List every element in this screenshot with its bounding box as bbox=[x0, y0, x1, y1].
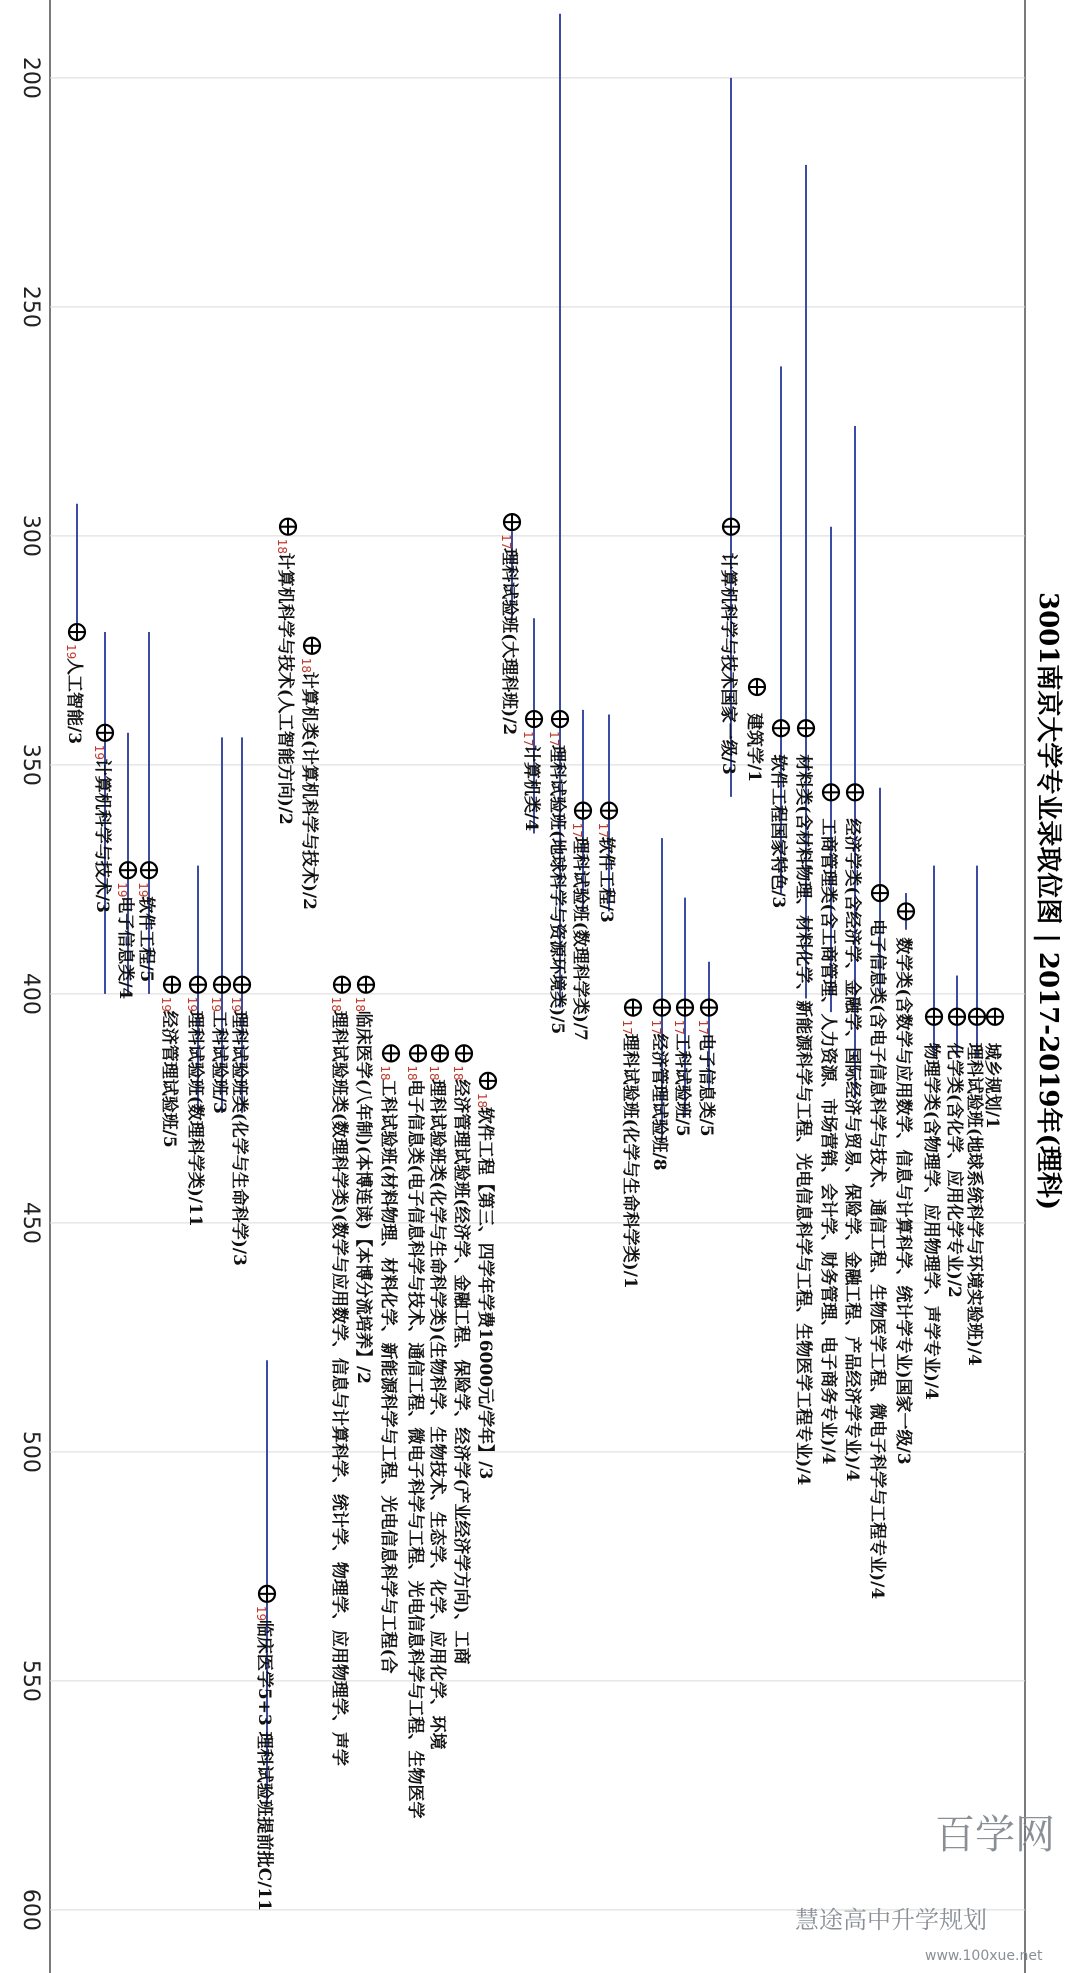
major-label: 化学类(含化学、应用化学专业)/2 bbox=[944, 1042, 964, 1298]
rank-entry bbox=[768, 366, 789, 908]
year-label: 18 bbox=[353, 996, 367, 1012]
year-label: 19 bbox=[209, 996, 223, 1012]
tick-label: 600 bbox=[18, 1888, 43, 1931]
year-label: 19 bbox=[229, 996, 243, 1012]
rank-entry bbox=[718, 78, 739, 797]
year-label: 19 bbox=[159, 996, 173, 1012]
watermark-subtitle: 慧途高中升学规划 bbox=[795, 1906, 987, 1934]
major-label: 计算机类/4 bbox=[521, 745, 541, 832]
rank-entry bbox=[842, 426, 863, 1482]
rank-entry bbox=[136, 632, 157, 994]
rank-entry bbox=[275, 519, 296, 825]
year-label: 18 bbox=[378, 1065, 392, 1081]
major-label: 工商管理类(含工商管理、人力资源、市场营销、会计学、财务管理、电子商务专业)/4 bbox=[818, 818, 838, 1465]
rank-entry bbox=[209, 737, 230, 1113]
major-label: 工科试验班/3 bbox=[209, 1010, 229, 1114]
major-label: 理科试验班(大理科班)/2 bbox=[499, 548, 519, 736]
watermark-brand: 百学网 bbox=[935, 1812, 1055, 1858]
major-label: 城乡规划/1 bbox=[982, 1042, 1002, 1129]
rank-entry bbox=[353, 977, 374, 1384]
rank-entry bbox=[793, 165, 814, 1486]
major-label: 材料类(含材料物理、材料化学、新能源科学与工程、光电信息科学与工程、生物医学工程专业)/4 bbox=[793, 754, 813, 1486]
watermark bbox=[795, 1812, 1055, 1964]
year-label: 18 bbox=[451, 1065, 465, 1081]
year-label: 19 bbox=[136, 882, 150, 898]
major-label: 软件工程/3 bbox=[596, 836, 616, 923]
chart-title: 3001南京大学专业录取位图 | 2017-2019年(理科) bbox=[1033, 592, 1063, 1211]
tick-label: 400 bbox=[18, 972, 43, 1015]
year-label: 17 bbox=[521, 731, 535, 747]
major-label: 工科试验班/5 bbox=[672, 1033, 692, 1137]
year-label: 19 bbox=[254, 1605, 268, 1622]
major-label: 临床医学5+3 理科试验班提前批C/11 bbox=[254, 1619, 274, 1912]
rank-entry bbox=[299, 638, 320, 910]
rank-entry bbox=[451, 1045, 472, 1664]
major-label: 理科试验班类(数理科学类)(数学与应用数学、信息与计算科学、统计学、物理学、应用物理学、声学 bbox=[329, 1010, 349, 1766]
major-label: 理科试验班(数理科学类)/11 bbox=[185, 1010, 205, 1227]
rank-entry bbox=[547, 14, 568, 1034]
major-label: 经济管理试验班/5 bbox=[159, 1010, 179, 1148]
rank-entry bbox=[254, 1360, 275, 1911]
major-label: 经济学类(含经济学、金融学、国际经济与贸易、保险学、金融工程、产品经济学专业)/4 bbox=[842, 818, 862, 1482]
major-label: 计算机科学与技术/3 bbox=[92, 758, 112, 913]
major-label: 临床医学(八年制)(本博连读)【本博分流培养】/2 bbox=[353, 1010, 373, 1384]
major-label: 经济管理试验班(经济学、金融工程、保险学、经济学(产业经济学方向)、工商 bbox=[451, 1079, 471, 1665]
rank-entry bbox=[115, 733, 136, 1000]
major-label: 经济管理试验班/8 bbox=[649, 1033, 669, 1171]
watermark-url: www.100xue.net bbox=[925, 1948, 1043, 1964]
rank-entry bbox=[672, 898, 693, 1137]
year-label: 19 bbox=[64, 644, 78, 660]
major-label: 计算机科学与技术(人工智能方向)/2 bbox=[275, 552, 295, 825]
rank-entry bbox=[649, 838, 670, 1171]
year-label: 17 bbox=[649, 1019, 663, 1035]
tick-label: 550 bbox=[18, 1659, 43, 1702]
tick-label: 350 bbox=[18, 743, 43, 786]
year-label: 18 bbox=[475, 1092, 489, 1109]
major-label: 软件工程【第三、四学年学费16000元/学年】/3 bbox=[475, 1106, 495, 1480]
mark-layer bbox=[64, 14, 1003, 1911]
rank-entry bbox=[596, 714, 617, 922]
rank-entry bbox=[92, 632, 113, 994]
major-label: 数学类(含数学与应用数学、信息与计算科学、统计学专业)国家一级/3 bbox=[893, 937, 913, 1465]
rank-entry bbox=[893, 893, 914, 1464]
rank-entry bbox=[696, 962, 717, 1137]
year-label: 18 bbox=[329, 996, 343, 1012]
major-label: 计算机类(计算机科学与技术)/2 bbox=[299, 671, 319, 910]
year-label: 17 bbox=[620, 1019, 634, 1035]
rank-entry bbox=[329, 977, 350, 1766]
major-label: 工科试验班(材料物理、材料化学、新能源科学与工程、光电信息科学与工程(合 bbox=[378, 1079, 398, 1674]
tick-label: 250 bbox=[18, 285, 43, 328]
tick-label: 500 bbox=[18, 1430, 43, 1473]
year-label: 17 bbox=[596, 822, 610, 838]
rank-entry bbox=[964, 866, 985, 1366]
rank-entry bbox=[499, 514, 520, 735]
year-label: 18 bbox=[299, 657, 313, 674]
major-label: 软件工程国家特色/3 bbox=[768, 754, 788, 909]
rank-entry bbox=[944, 976, 965, 1298]
rank-entry bbox=[229, 737, 250, 1265]
rank-entry bbox=[378, 1045, 399, 1673]
year-label: 18 bbox=[427, 1065, 441, 1081]
major-label: 理科试验班类(化学与生命科学类)(生物科学、生物技术、生态学、化学、应用化学、环境 bbox=[427, 1079, 447, 1750]
major-label: 理科试验班(地球科学与资源环境类)/5 bbox=[547, 745, 567, 1035]
rank-entry bbox=[818, 527, 839, 1465]
tick-label: 300 bbox=[18, 514, 43, 557]
major-label: 电子信息类(含电子信息科学与技术、通信工程、生物医学工程、微电子科学与工程专业)/4 bbox=[867, 919, 887, 1600]
rank-entry bbox=[185, 866, 206, 1227]
major-label: 计算机科学与技术国家一级/3 bbox=[718, 552, 738, 775]
major-label: 理科试验班(地球系统科学与环境实验班)/4 bbox=[964, 1042, 984, 1366]
rank-entry bbox=[405, 1045, 426, 1818]
year-label: 17 bbox=[696, 1019, 710, 1035]
major-label: 电子信息类/5 bbox=[696, 1033, 716, 1137]
major-label: 理科试验班类(化学与生命科学)/3 bbox=[229, 1010, 249, 1266]
rank-entry bbox=[921, 866, 942, 1400]
major-label: 理科试验班(数理科学类)/7 bbox=[570, 836, 590, 1041]
rank-entry bbox=[867, 788, 888, 1600]
rank-entry bbox=[744, 679, 765, 782]
major-label: 理科试验班(化学与生命科学类)/1 bbox=[620, 1033, 640, 1289]
year-label: 17 bbox=[672, 1019, 686, 1035]
rank-entry bbox=[159, 977, 180, 1148]
year-label: 19 bbox=[92, 744, 106, 761]
rank-entry bbox=[982, 1009, 1003, 1129]
year-label: 19 bbox=[115, 882, 129, 898]
tick-label: 200 bbox=[18, 56, 43, 99]
major-label: 电子信息类(电子信息科学与技术、通信工程、微电子科学与工程、光电信息科学与工程、生物医学 bbox=[405, 1079, 425, 1819]
year-label: 17 bbox=[499, 534, 513, 550]
major-label: 软件工程/5 bbox=[136, 896, 156, 983]
rank-entry bbox=[570, 710, 591, 1041]
major-label: 建筑学/1 bbox=[744, 713, 764, 783]
rank-entry bbox=[620, 1000, 641, 1289]
tick-label: 450 bbox=[18, 1201, 43, 1244]
rank-entry bbox=[521, 618, 542, 833]
year-label: 17 bbox=[547, 731, 561, 747]
rank-entry bbox=[427, 1045, 448, 1749]
major-label: 物理学类(含物理学、应用物理学、声学专业)/4 bbox=[921, 1042, 941, 1400]
year-label: 19 bbox=[185, 996, 199, 1012]
major-label: 人工智能/3 bbox=[64, 658, 84, 745]
major-label: 电子信息类/4 bbox=[115, 896, 135, 1000]
rank-entry bbox=[475, 1073, 496, 1479]
rank-entry bbox=[64, 504, 85, 744]
year-label: 18 bbox=[405, 1065, 419, 1081]
year-label: 17 bbox=[570, 822, 584, 838]
year-label: 18 bbox=[275, 538, 289, 554]
